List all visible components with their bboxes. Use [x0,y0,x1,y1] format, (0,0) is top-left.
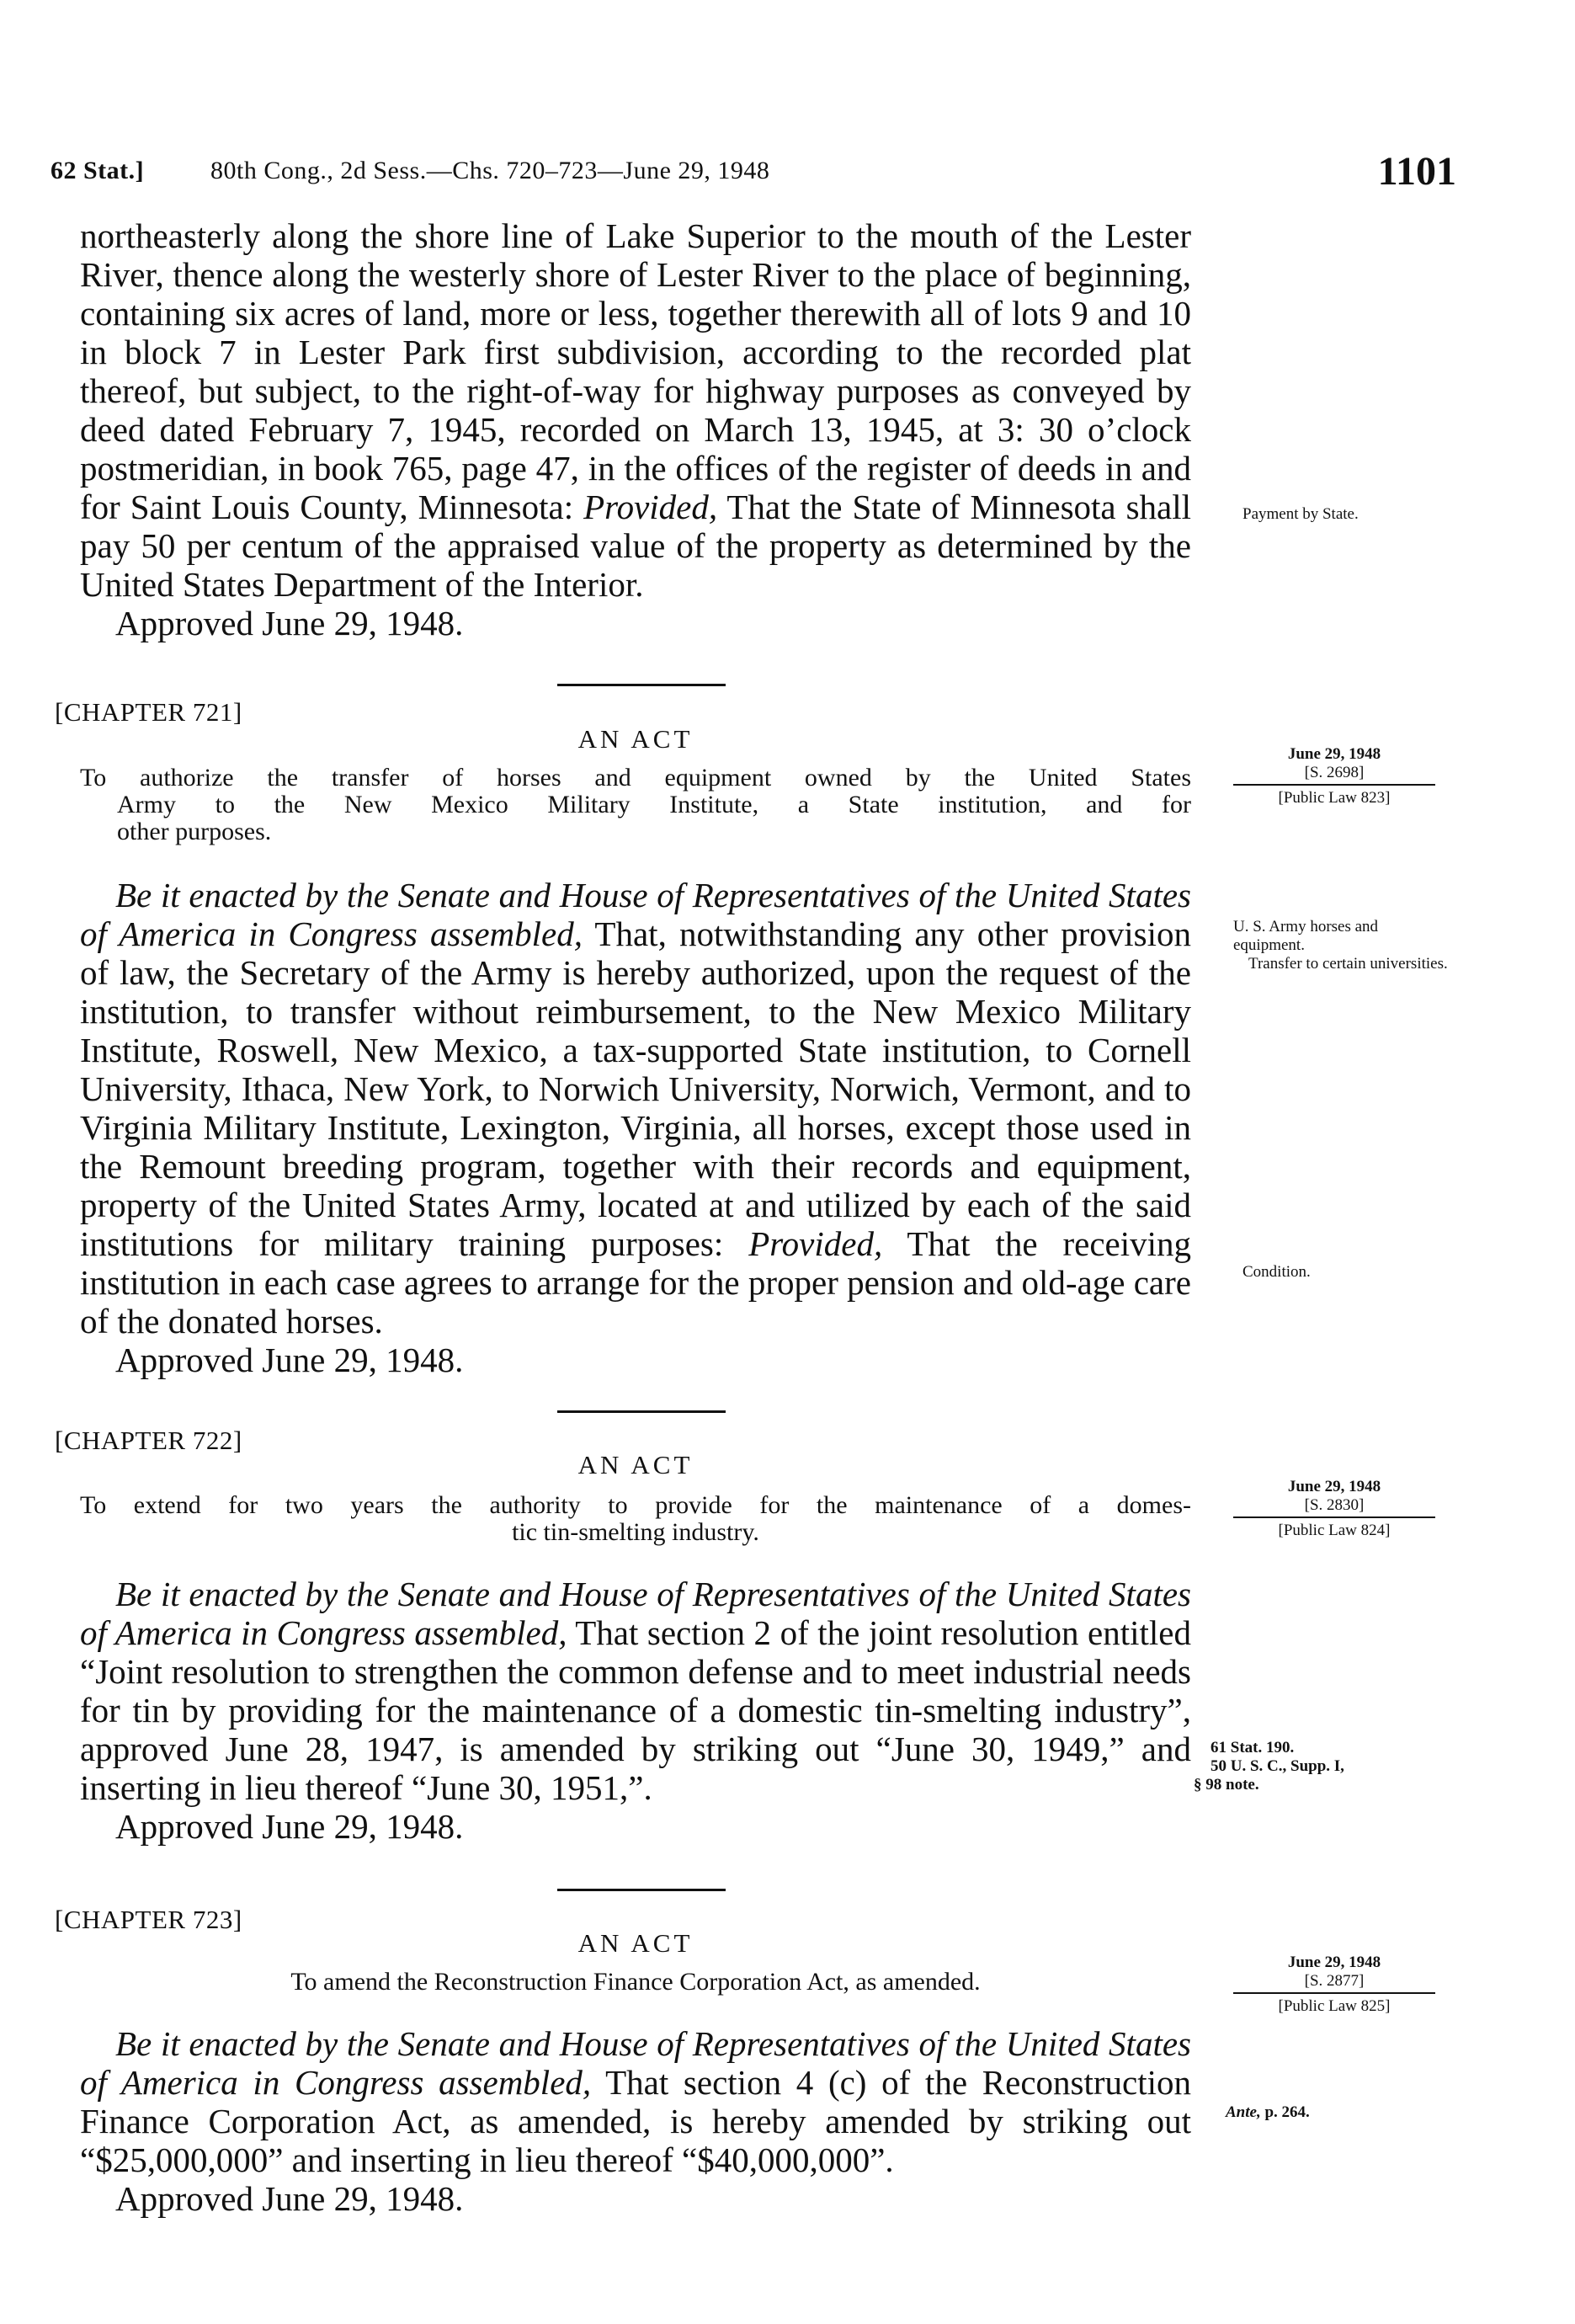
chapter-723-act-heading: AN ACT [577,1928,694,1958]
chapter-723-title-line-1: To amend the Reconstruction Finance Corporation Act, as amended. [290,1968,981,1996]
chapter-721-citation-rule [1233,784,1435,786]
header-session [210,157,769,185]
chapter-721-title-line-3: other purposes. [117,818,272,845]
margin-note-section: § 98 note. [1194,1776,1259,1794]
chapter-722-title [80,1492,1191,1546]
chapter-723-body [80,2024,1191,2218]
margin-note-condition: Condition. [1242,1263,1311,1281]
page-number: 1101 [1377,149,1456,194]
chapter-721-bill: [S. 2698] [1304,764,1365,781]
chapter-722-body-text: That section 2 of the joint resolution entitled “Joint resolution to strengthen the common defense and to meet industrial needs for tin by providing for the maintenance of a domestic tin-smelting industry”, approved June 28, 1947, is amended by striking out “June 30, 1949,” and inserting in lieu thereof “June 30, 1951,”. [80,1613,1191,1807]
chapter-721-rule [557,684,726,686]
chapter-723-rule [557,1889,726,1891]
chapter-721-enacting-clause: Be it enacted by the Senate and House of Representatives of the United States of America in Congress assembled, [80,876,1191,953]
chapter-721-act-heading: AN ACT [577,724,694,754]
chapter-723-body-text: That section 4 (c) of the Reconstruction Finance Corporation Act, as amended, is hereby amended by striking out “$25,000,000” and inserting in lieu thereof “$40,000,000”. [80,2063,1191,2179]
header-volume: 62 Stat.] [51,157,145,184]
margin-note-stat: 61 Stat. 190. [1211,1739,1295,1756]
chapter-722-margin-citation [1233,1478,1435,1540]
continuation-body-1: northeasterly along the shore line of Lake Superior to the mouth of the Lester River, thence along the westerly shore of Lester River to the place of beginning, containing six acres of land, more or less, together therewith all of lots 9 and 10 in block 7 in Lester Park first subdivision, according to the recorded plat thereof, but subject, to the right-of-way for highway purposes as conveyed by deed dated February 7, 1945, recorded on March 13, 1945, at 3: 30 o’clock postmeridian, in book 765, page 47, in the offices of the register of deeds in and for Saint Louis County, Minnesota: [80,216,1191,526]
continuation-approved: Approved June 29, 1948. [115,604,464,642]
chapter-723-public-law: [Public Law 825] [1278,1997,1391,2015]
chapter-723-citation-rule [1233,1992,1435,1994]
chapter-722-title-line-2: tic tin-smelting industry. [512,1518,759,1546]
header-chapters: —Chs. 720–723—June 29, 1948 [426,157,770,184]
chapter-723-label: [CHAPTER 723] [55,1905,242,1934]
chapter-722-margin-note [1194,1739,1344,1794]
chapter-722-title-line-1: To extend for two years the authority to provide for the maintenance of a domes- [80,1491,1191,1519]
chapter-723-title [80,1969,1191,1996]
chapter-722-public-law: [Public Law 824] [1278,1522,1391,1539]
continuation-text [80,216,1191,642]
margin-note-ante: Ante, [1226,2103,1261,2121]
margin-note-payment: Payment by State. [1242,505,1359,523]
margin-note-page: p. 264. [1260,2103,1310,2121]
chapter-722-act-heading: AN ACT [577,1450,694,1479]
running-header [51,148,1456,199]
chapter-721-title [80,765,1191,845]
chapter-721-body [80,876,1191,1379]
chapter-721-margin-note [1233,918,1452,973]
margin-note-transfer: Transfer to certain universities. [1248,955,1448,973]
chapter-723-date: June 29, 1948 [1287,1954,1381,1971]
chapter-722-body [80,1575,1191,1846]
chapter-721-body-2: That the receiving institution in each case agrees to arrange for the proper pension and old-age care of the donated horses. [80,1224,1191,1341]
chapter-721-title-line-2: Army to the New Mexico Military Institute, a State institution, and for [117,791,1191,818]
chapter-722-approved: Approved June 29, 1948. [115,1807,464,1846]
chapter-721-proviso: Provided, [748,1224,883,1263]
chapter-722-enacting-clause: Be it enacted by the Senate and House of Representatives of the United States of America in Congress assembled, [80,1575,1191,1652]
chapter-723-margin-note [1226,2103,1310,2122]
chapter-722-label: [CHAPTER 722] [55,1426,242,1455]
chapter-722-bill: [S. 2830] [1304,1496,1365,1514]
chapter-721-body-1: That, notwithstanding any other provision of law, the Secretary of the Army is hereby authorized, upon the request of the institution, to transfer without reimbursement, to the New Mexico Military Institute, Roswell, New Mexico, a tax-supported State institution, to Cornell University, Ithaca, New York, to Norwich University, Norwich, Vermont, and to Virginia Military Institute, Lexington, Virginia, all horses, except those used in the Remount breeding program, together with their records and equipment, property of the United States Army, located at and utilized by each of the said institutions for military training purposes: [80,914,1191,1263]
continuation-body-2: That the State of Minnesota shall pay 50 per centum of the appraised value of the property as determined by the United States Department of the Interior. [80,488,1192,604]
margin-note-army-horses: U. S. Army horses and equipment. [1233,918,1379,954]
chapter-723-approved: Approved June 29, 1948. [115,2179,464,2218]
header-congress: 80th Cong., 2d Sess. [210,157,427,184]
chapter-721-date: June 29, 1948 [1287,745,1381,763]
chapter-722-citation-rule [1233,1516,1435,1518]
chapter-722-date: June 29, 1948 [1287,1478,1381,1495]
chapter-721-label: [CHAPTER 721] [55,697,242,727]
chapter-721-margin-citation [1233,745,1435,808]
chapter-723-enacting-clause: Be it enacted by the Senate and House of Representatives of the United States of America in Congress assembled, [80,2024,1191,2102]
chapter-721-approved: Approved June 29, 1948. [115,1341,464,1379]
chapter-721-title-line-1: To authorize the transfer of horses and equipment owned by the United States [80,764,1191,792]
chapter-721-public-law: [Public Law 823] [1278,789,1391,807]
chapter-722-rule [557,1410,726,1413]
margin-note-usc: 50 U. S. C., Supp. I, [1211,1757,1344,1775]
continuation-proviso: Provided, [583,488,718,526]
chapter-723-bill: [S. 2877] [1304,1972,1365,1990]
chapter-723-margin-citation [1233,1954,1435,2016]
